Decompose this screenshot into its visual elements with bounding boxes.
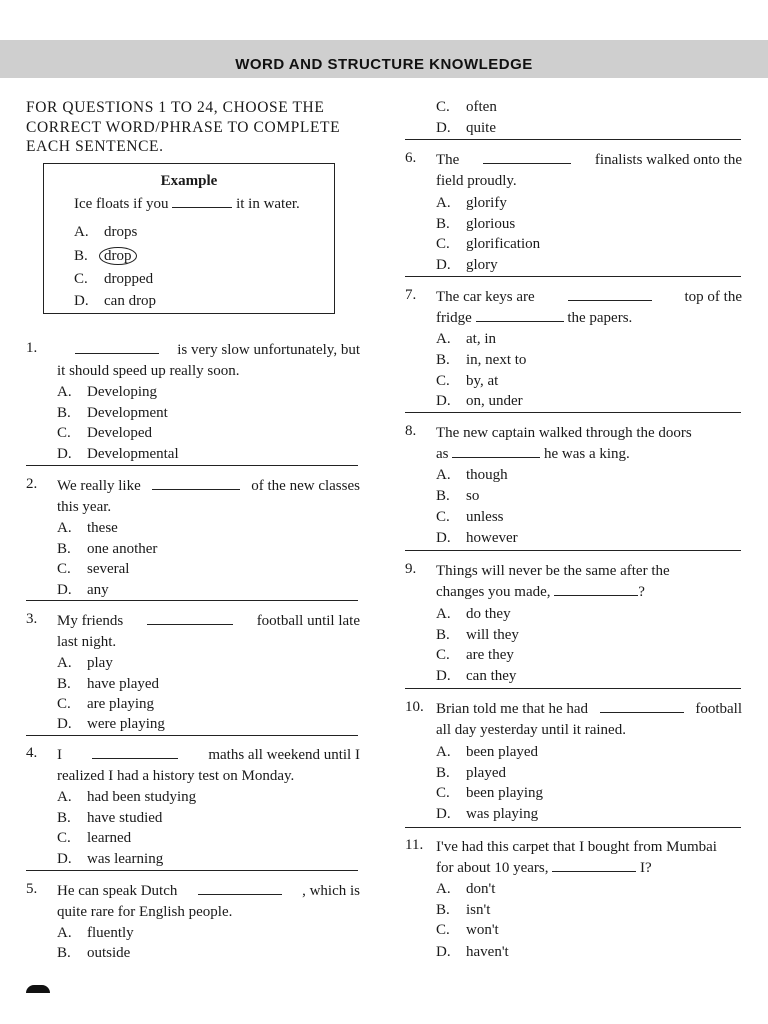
stem-line-2: fridge the papers.: [436, 309, 633, 326]
option-letter: D.: [57, 716, 72, 732]
stem-line-2: changes you made, ?: [436, 583, 645, 600]
question-number: 11.: [405, 837, 424, 853]
option-letter: D.: [57, 851, 72, 867]
example-box: [43, 163, 335, 314]
example-stem: Ice floats if you it in water.: [74, 196, 300, 212]
stem-text: The: [436, 152, 460, 168]
stem-text: The new captain walked through the doors: [436, 425, 692, 441]
page-tab-marker: [26, 985, 50, 993]
stem-text: Things will never be the same after the: [436, 563, 670, 579]
question-stem: [57, 340, 360, 381]
option-text: was learning: [87, 851, 164, 867]
question-number: 6.: [405, 150, 417, 166]
option-letter: D.: [436, 944, 451, 960]
option-letter: C.: [57, 830, 71, 846]
option-text: won't: [466, 922, 499, 938]
header-band: [0, 40, 768, 78]
question-divider: [26, 735, 358, 736]
option-letter: C.: [436, 647, 450, 663]
option-letter: D.: [436, 806, 451, 822]
option-text: by, at: [466, 373, 499, 389]
option-c: [436, 236, 540, 253]
option-letter: D.: [436, 530, 451, 546]
stem-text: We really like: [57, 478, 141, 494]
stem-line-1: [436, 150, 742, 171]
stem-text: football until late: [256, 613, 360, 629]
option-d: [57, 851, 163, 868]
option-text: were playing: [87, 716, 165, 732]
option-b: [436, 902, 490, 919]
stem-text: The car keys are: [436, 289, 535, 305]
question-divider: [26, 465, 358, 466]
stem-text: of the new classes: [251, 478, 360, 494]
stem-line-1: [57, 881, 360, 902]
option-d: [436, 806, 538, 823]
stem-text: I: [57, 747, 62, 763]
question-number: 9.: [405, 561, 417, 577]
option-text: in, next to: [466, 352, 527, 368]
stem-text: , which is: [302, 883, 360, 899]
option-text: don't: [466, 881, 496, 897]
option-letter: C.: [436, 373, 450, 389]
answer-blank: [92, 745, 178, 759]
option-a: [436, 195, 507, 212]
stem-text: maths all weekend until I: [208, 747, 360, 763]
option-d: [436, 944, 509, 961]
question-number: 10.: [405, 699, 424, 715]
option-letter: B.: [436, 216, 450, 232]
option-letter: B.: [57, 810, 71, 826]
option-text: glorify: [466, 195, 507, 211]
option-letter: D.: [436, 393, 451, 409]
question-number: 5.: [26, 881, 38, 897]
example-title: Example: [160, 173, 218, 189]
option-text: quite: [466, 120, 496, 136]
stem-line-1: [57, 476, 360, 497]
option-letter: A.: [436, 195, 451, 211]
stem-line-1: [436, 699, 742, 720]
stem-line-1: [436, 561, 742, 582]
option-text: are playing: [87, 696, 155, 712]
stem-text: He can speak Dutch: [57, 883, 178, 899]
question-stem: [436, 423, 742, 464]
option-letter: D.: [436, 120, 451, 136]
option-c: [57, 425, 152, 442]
option-a: [57, 655, 113, 672]
question-divider: [405, 688, 741, 689]
option-text: several: [87, 561, 130, 577]
option-letter: B.: [57, 405, 71, 421]
option-b: [57, 945, 130, 962]
option-text: are they: [466, 647, 514, 663]
option-letter: B.: [436, 902, 450, 918]
option-c: [57, 561, 129, 578]
option-letter: B.: [57, 541, 71, 557]
option-a: [57, 520, 118, 537]
option-text: play: [87, 655, 113, 671]
question-divider: [405, 827, 741, 828]
option-c: [436, 785, 543, 802]
answer-blank: [568, 287, 652, 301]
option-text: however: [466, 530, 518, 546]
question-stem: [436, 837, 742, 878]
option-d: [436, 668, 516, 685]
option-text: do they: [466, 606, 511, 622]
question-stem: [436, 561, 742, 602]
stem-line-1: [436, 287, 742, 308]
option-d: [57, 582, 109, 599]
option-c: [436, 373, 498, 390]
option-text: glorious: [466, 216, 516, 232]
option-text: was playing: [466, 806, 539, 822]
question-divider: [405, 139, 741, 140]
option-letter: B.: [57, 676, 71, 692]
option-a: [57, 789, 196, 806]
option-letter: B.: [57, 945, 71, 961]
example-option-c: C. dropped: [74, 271, 154, 287]
answer-blank: [172, 194, 232, 208]
option-letter: A.: [436, 331, 451, 347]
option-text: fluently: [87, 925, 134, 941]
option-letter: B.: [436, 627, 450, 643]
option-letter: C.: [436, 785, 450, 801]
option-text: Developed: [87, 425, 152, 441]
option-letter: C.: [57, 696, 71, 712]
stem-line-2: for about 10 years, I?: [436, 859, 652, 876]
option-text: glory: [466, 257, 498, 273]
option-d: [436, 120, 496, 137]
option-text: unless: [466, 509, 504, 525]
option-letter: C.: [57, 425, 71, 441]
option-b: [436, 765, 506, 782]
option-text: Development: [87, 405, 168, 421]
option-letter: D.: [57, 582, 72, 598]
question-divider: [26, 600, 358, 601]
option-d: [436, 393, 523, 410]
question-number: 4.: [26, 745, 38, 761]
stem-text: My friends: [57, 613, 124, 629]
option-c: [57, 830, 131, 847]
option-b: [57, 810, 162, 827]
answer-blank: [476, 308, 564, 322]
option-a: [436, 331, 496, 348]
option-letter: A.: [57, 925, 72, 941]
stem-line-2: as he was a king.: [436, 445, 630, 462]
stem-line-1: [57, 745, 360, 766]
stem-line-1: [57, 611, 360, 632]
answer-blank: [554, 582, 638, 596]
option-letter: D.: [436, 257, 451, 273]
question-stem: [57, 881, 360, 922]
option-letter: A.: [436, 606, 451, 622]
question-number: 8.: [405, 423, 417, 439]
option-text: been played: [466, 744, 539, 760]
option-b: [57, 676, 159, 693]
option-letter: A.: [57, 655, 72, 671]
question-number: 2.: [26, 476, 38, 492]
option-letter: A.: [436, 467, 451, 483]
option-letter: C.: [436, 922, 450, 938]
question-stem: [57, 476, 360, 517]
option-text: been playing: [466, 785, 544, 801]
option-text: so: [466, 488, 480, 504]
option-d: [436, 530, 518, 547]
answer-blank: [452, 444, 540, 458]
option-letter: A.: [57, 789, 72, 805]
stem-text: Brian told me that he had: [436, 701, 589, 717]
option-text: Developing: [87, 384, 157, 400]
option-c: [436, 99, 497, 116]
option-text: isn't: [466, 902, 491, 918]
option-letter: A.: [57, 384, 72, 400]
stem-line-2: all day yesterday until it rained.: [436, 721, 626, 738]
option-a: [436, 606, 511, 623]
stem-line-1: [57, 340, 360, 361]
question-stem: [57, 745, 360, 786]
option-text: glorification: [466, 236, 541, 252]
option-text: have studied: [87, 810, 163, 826]
option-letter: D.: [57, 446, 72, 462]
question-divider: [405, 412, 741, 413]
option-text: at, in: [466, 331, 496, 347]
stem-line-2: this year.: [57, 498, 112, 515]
option-d: [436, 257, 498, 274]
option-text: though: [466, 467, 508, 483]
option-c: [436, 647, 514, 664]
option-text: any: [87, 582, 109, 598]
question-stem: [436, 699, 742, 740]
option-a: [57, 384, 157, 401]
option-a: [436, 881, 495, 898]
question-stem: [57, 611, 360, 652]
option-d: [57, 716, 165, 733]
question-divider: [405, 550, 741, 551]
option-letter: A.: [436, 744, 451, 760]
option-letter: B.: [436, 765, 450, 781]
stem-line-1: [436, 837, 742, 858]
answer-blank: [198, 881, 282, 895]
stem-line-2: quite rare for English people.: [57, 903, 233, 920]
option-b: [57, 405, 168, 422]
answer-blank: [147, 611, 233, 625]
option-text: one another: [87, 541, 158, 557]
question-stem: [436, 287, 742, 328]
example-option-b: B. drop: [74, 248, 137, 265]
stem-line-1: [436, 423, 742, 444]
option-a: [436, 744, 538, 761]
option-letter: C.: [436, 99, 450, 115]
stem-line-2: field proudly.: [436, 172, 517, 189]
question-divider: [26, 870, 358, 871]
answer-blank: [483, 150, 571, 164]
option-text: often: [466, 99, 497, 115]
option-b: [436, 216, 515, 233]
option-d: [57, 446, 179, 463]
option-text: haven't: [466, 944, 509, 960]
stem-text: is very slow unfortunately, but: [177, 342, 360, 358]
instructions: FOR QUESTIONS 1 TO 24, CHOOSE THE CORRECT WORD/PHRASE TO COMPLETE EACH SENTENCE.: [26, 99, 341, 155]
option-c: [57, 696, 154, 713]
option-text: outside: [87, 945, 131, 961]
option-text: will they: [466, 627, 519, 643]
answer-blank: [75, 340, 159, 354]
stem-text: finalists walked onto the: [594, 152, 742, 168]
answer-blank: [552, 858, 636, 872]
option-c: [436, 922, 499, 939]
option-a: [57, 925, 134, 942]
option-letter: B.: [436, 352, 450, 368]
option-b: [436, 488, 479, 505]
option-b: [436, 627, 519, 644]
stem-line-2: last night.: [57, 633, 117, 650]
option-letter: A.: [436, 881, 451, 897]
option-text: played: [466, 765, 506, 781]
example-option-a: A. drops: [74, 224, 138, 240]
option-a: [436, 467, 508, 484]
stem-text: top of the: [684, 289, 742, 305]
question-stem: [436, 150, 742, 191]
option-b: [57, 541, 157, 558]
option-text: on, under: [466, 393, 523, 409]
option-letter: C.: [57, 561, 71, 577]
stem-text: football: [695, 701, 742, 717]
option-letter: A.: [57, 520, 72, 536]
question-divider: [405, 276, 741, 277]
option-letter: B.: [436, 488, 450, 504]
option-text: have played: [87, 676, 160, 692]
option-letter: D.: [436, 668, 451, 684]
question-number: 7.: [405, 287, 417, 303]
question-number: 1.: [26, 340, 38, 356]
option-text: can they: [466, 668, 517, 684]
option-text: Developmental: [87, 446, 179, 462]
option-b: [436, 352, 526, 369]
option-letter: C.: [436, 236, 450, 252]
option-letter: C.: [436, 509, 450, 525]
stem-line-2: realized I had a history test on Monday.: [57, 767, 295, 784]
stem-text: I've had this carpet that I bought from Mumbai: [436, 839, 717, 855]
option-text: these: [87, 520, 118, 536]
option-c: [436, 509, 504, 526]
stem-line-2: it should speed up really soon.: [57, 362, 240, 379]
question-number: 3.: [26, 611, 38, 627]
answer-blank: [600, 699, 684, 713]
circled-answer: drop: [99, 247, 137, 265]
option-text: had been studying: [87, 789, 197, 805]
option-text: learned: [87, 830, 132, 846]
example-option-d: D. can drop: [74, 293, 157, 309]
section-title: WORD AND STRUCTURE KNOWLEDGE: [235, 55, 533, 73]
answer-blank: [152, 476, 240, 490]
